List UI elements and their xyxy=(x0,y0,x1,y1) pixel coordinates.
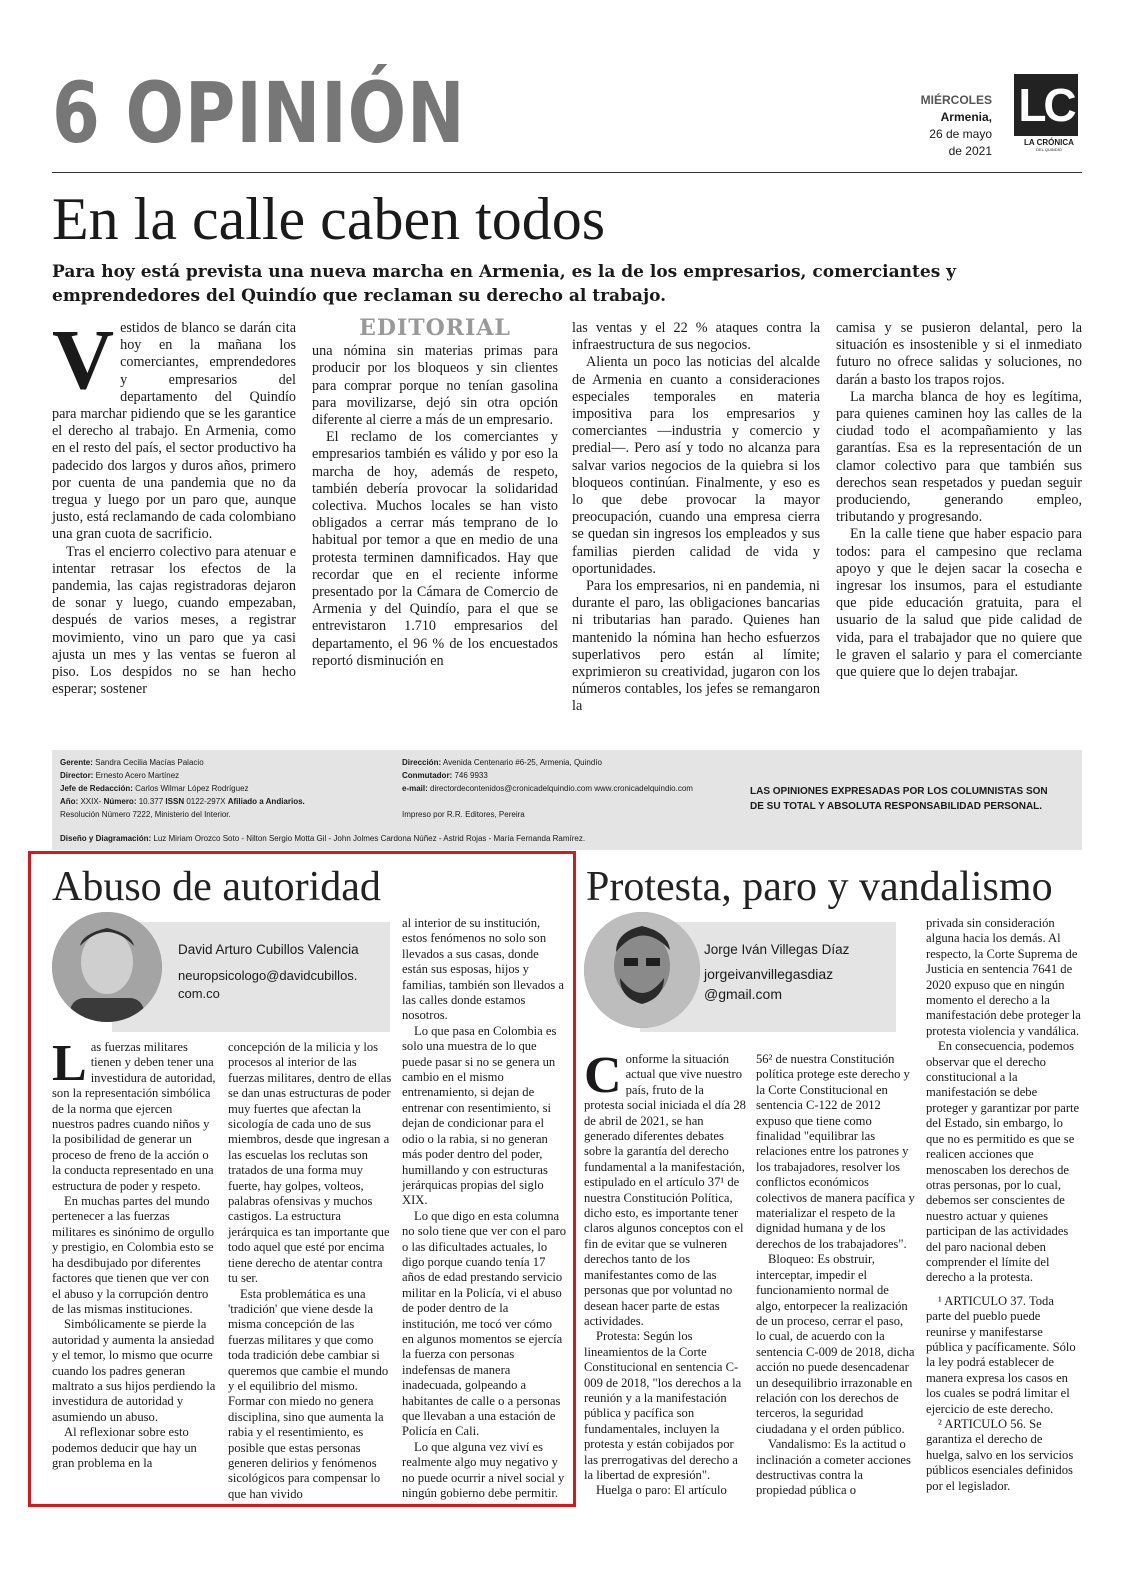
direccion-value: Avenida Centenario #6-25, Armenia, Quindío xyxy=(442,758,602,767)
masthead-staff xyxy=(60,756,390,821)
numero-value: 10.377 xyxy=(138,797,164,806)
editorial-col1-p1-text: estidos de blanco se darán cita hoy en la mañana los comerciantes, emprendedores y empresarios del departamento del Quindío para marchar pidiendo que se les garantice el derecho al trabajo. En Armenia, como en el resto del país, el sector productivo ha padecido dos largos y duros años, primero por cuenta de una pandemia que no da tregua y luego por un paro que, aunque justo, está reclamando de cada colombiano una gran cuota de sacrificio. xyxy=(52,320,296,543)
numero-label: Número: xyxy=(103,797,137,806)
impreso: Impreso por R.R. Editores, Pereira xyxy=(402,810,525,819)
right-c2-p2: Bloqueo: Es obstruir, interceptar, impedir el funcionamiento normal de algo, entorpecer la realización de un proceso, cerrar el paso, lo cual, de acuerdo con la sentencia C-009 de 2018, dicha acción no puede desencadenar un desequilibrio irrazonable en relación con los derechos de terceros, la seguridad ciudadana y el orden público. xyxy=(756,1252,915,1436)
left-c1-p1-text: as fuerzas militares tienen y deben tener una investidura de autoridad, son la representación simbólica de la norma que ejercen nuestros padres cuando niños y la posibilidad de generar un proceso de freno de la acción o la conducta representado en una estructura de poder y respeto. xyxy=(52,1040,216,1193)
editorial-col4-p1: camisa y se pusieron delantal, pero la situación es insostenible y si el inmediato futuro no ofrece salidas y soluciones, no darán a basto los trapos rojos. xyxy=(836,320,1082,388)
right-author-avatar xyxy=(584,912,700,1028)
right-col-1 xyxy=(584,1047,746,1499)
right-c1-p1-text: onforme la situación actual que vive nuestro país, fruto de la protesta social iniciada el día 28 de abril de 2021, se han generado diferentes debates sobre la garantía del derecho fundamental a la manifestación, estipulado en el artículo 37¹ de nuestra Constitución Política, dicho esto, es importante tener claros algunos conceptos con el fin de evitar que se vulneren derechos tanto de los manifestantes como de las personas que por voluntad no desean hacer parte de estas actividades. xyxy=(584,1052,746,1328)
right-c3-p1: privada sin consideración alguna hacia los demás. Al respecto, la Corte Suprema de Justicia en sentencia 7641 de 2020 expuso que en ningún momento el derecho a la manifestación debe proteger la protesta violencia y vandálica. xyxy=(926,916,1081,1038)
right-c2-p3: Vandalismo: Es la actitud o inclinación a cometer acciones destructivas contra la propiedad pública o xyxy=(756,1437,911,1498)
right-column-title: Protesta, paro y vandalismo xyxy=(586,864,1053,910)
right-dropcap: C xyxy=(584,1047,622,1104)
diseno-value: Luz Miriam Orozco Soto - Nilton Sergio Motta Gil - John Jolmes Cardona Núñez - Astrid Rojas - María Fernanda Ramírez. xyxy=(153,834,586,843)
newspaper-logo xyxy=(1014,74,1084,152)
dateline-date-2: de 2021 xyxy=(948,144,992,158)
left-c1-p1 xyxy=(52,1035,216,1194)
right-c2-p1: 56² de nuestra Constitución política protege este derecho y la Corte Constitucional en sentencia C-122 de 2012 expuso que tiene como finalidad "equilibrar las relaciones entre los patrones y los trabajadores, resolver los conflictos económicos colectivos de manera pacífica y materializar el respeto de la dignidad humana y de los derechos de los trabajadores". xyxy=(756,1052,915,1251)
editorial-label: EDITORIAL xyxy=(359,315,511,341)
editorial-col2-p1: una nómina sin materias primas para producir por los bloqueos y sin clientes para comprar porque no tenían gasolina para movilizarse, dejó sin otra opción diferente al cierre a más de un empresario. xyxy=(312,343,558,429)
right-c1-p1 xyxy=(584,1047,746,1329)
right-col-2 xyxy=(756,1052,916,1499)
section-title: 6 OPINIÓN xyxy=(52,64,466,162)
dateline-day: MIÉRCOLES xyxy=(920,93,992,107)
editorial-col2-p2: El reclamo de los comerciantes y empresarios también es válido y por eso la marcha de hoy, además de respeto, también debería provocar la solidaridad colectiva. Muchos locales se han visto obligados a cerrar más temprano de lo habitual por temor a que en medio de una protesta terminen damnificados. Hay que recordar que en el reciente informe presentado por la Cámara de Comercio de Armenia y del Quindío, para el que se entrevistaron 1.710 empresarios del departamento, el 96 % de los encuestados reportó disminución en xyxy=(312,429,558,669)
left-c2-p1: concepción de la milicia y los procesos al interior de las fuerzas militares, dentro de ellas se dan unas estructuras de poder muy fuertes que afectan la sicología de cada uno de sus miembros, desde que ingresan a las escuelas los reclutas son tratados de una forma muy fuerte, hay golpes, volteos, palabras ofensivas y muchos castigos. La estructura jerárquica es tan importante que todo aquel que esté por encima tiene derecho de atentar contra tu ser. xyxy=(228,1040,392,1286)
masthead-contact xyxy=(402,756,762,821)
editorial-deck: Para hoy está prevista una nueva marcha en Armenia, es la de los empresarios, comerciantes y emprendedores del Quindío que reclaman su derecho al trabajo. xyxy=(52,262,957,306)
editorial-col4-p3: En la calle tiene que haber espacio para todos: para el campesino que reclama apoyo y que le dejen sacar la cosecha e ingresar los insumos, para el estudiante que pide educación gratuita, para el usuario de la salud que pide calidad de vida, para el trabajador que no quiere que le graven el salario y para el comerciante que quiere que lo dejen trabajar. xyxy=(836,526,1082,681)
diseno-label: Diseño y Diagramación: xyxy=(60,834,152,843)
editorial-col3-p1: las ventas y el 22 % ataques contra la infraestructura de sus negocios. xyxy=(572,320,820,354)
right-col-3 xyxy=(926,916,1082,1494)
conmutador-value: 746 9933 xyxy=(454,771,488,780)
editorial-dropcap: V xyxy=(52,311,115,407)
right-footnote-2: ² ARTICULO 56. Se garantiza el derecho de huelga, salvo en los servicios públicos esenciales definidos por el legislador. xyxy=(926,1417,1074,1493)
email-label: e-mail: xyxy=(402,784,428,793)
left-c3-p4: Lo que alguna vez viví es realmente algo muy negativo y no puede ocurrir a nivel social y ningún gobierno debe permitir. xyxy=(402,1439,565,1501)
editorial-column-2 xyxy=(312,315,558,670)
logo-name: LA CRÓNICA xyxy=(1024,138,1074,147)
left-c3-p2: Lo que pasa en Colombia es solo una muestra de lo que puede pasar si no se genera un cambio en el mismo entrenamiento, si dejan de entrenar con resentimiento, si dejan de condicionar para el odio o la rabia, si no generan más poder dentro del poder, humillando y con estructuras jerárquicas propias del siglo XIX. xyxy=(402,1023,557,1208)
right-footnote-1: ¹ ARTICULO 37. Toda parte del pueblo puede reunirse y manifestarse pública y pacíficamente. Sólo la ley podrá establecer de manera expresa los casos en los cuales se podrá limitar el ejercicio de este derecho. xyxy=(926,1293,1076,1416)
responsibility-notice: LAS OPINIONES EXPRESADAS POR LOS COLUMNISTAS SON DE SU TOTAL Y ABSOLUTA RESPONSABILIDAD PERSONAL. xyxy=(750,786,1048,812)
issn-value: 0122-297X xyxy=(186,797,226,806)
director-value: Ernesto Acero Martínez xyxy=(95,771,180,780)
logo-sub: DEL QUINDÍO xyxy=(1036,147,1062,152)
left-c3-p3: Lo que digo en esta columna no solo tiene que ver con el paro o las dificultades actuales, lo digo porque cuando tenía 17 años de edad prestando servicio militar en la Policía, vi el abuso de poder dentro de la institución, me tocó ver cómo en algunos momentos se ejercía la fuerza con personas indefensas de manera inadecuada, golpeando a habitantes de calle o a personas que llevaban a una estación de Policía en Cali. xyxy=(402,1208,567,1439)
logo-letters: LC xyxy=(1014,74,1078,136)
left-c1-p2: En muchas partes del mundo pertenecer a las fuerzas militares es sinónimo de orgullo y prestigio, en Colombia esto se ha desdibujado por diferentes factores que tienen que ver con el abuso y la corrupción dentro de las mismas instituciones. xyxy=(52,1194,215,1316)
left-dropcap: L xyxy=(52,1035,87,1092)
right-c1-p2: Protesta: Según los lineamientos de la Corte Constitucional en sentencia C-009 de 2018, "los derechos a la reunión y a la manifestación pública y pacífica son fundamentales, incluyen la protesta y están cobijados por las prerrogativas del derecho a la libertad de expresión". xyxy=(584,1329,742,1482)
left-author: David Arturo Cubillos Valencia xyxy=(178,942,359,957)
editorial-col1-p2: Tras el encierro colectivo para atenuar e intentar retrasar los efectos de la pandemia, las cajas registradoras dejaron de sonar y luego, cuando empezaban, después de varios meses, a registrar movimiento, vino un paro que ya casi ajusta un mes y las ventas se fueron al piso. Los despidos no se han hecho esperar; sostener xyxy=(52,543,296,698)
resolucion: Resolución Número 7222, Ministerio del Interior. xyxy=(60,810,231,819)
jefe-value: Carlos Wilmar López Rodríguez xyxy=(135,784,249,793)
director-label: Director: xyxy=(60,771,94,780)
ano-label: Año: xyxy=(60,797,79,806)
right-author-photo xyxy=(584,912,700,1028)
dateline-city: Armenia, xyxy=(940,110,992,124)
left-col-2 xyxy=(228,1040,392,1502)
editorial-column-4 xyxy=(836,320,1082,681)
editorial-headline: En la calle caben todos xyxy=(52,186,606,252)
jefe-label: Jefe de Redacción: xyxy=(60,784,133,793)
left-c1-p4: Al reflexionar sobre esto podemos deducir que hay un gran problema en la xyxy=(52,1425,197,1470)
right-email-1: jorgeivanvillegasdiaz xyxy=(704,966,834,982)
left-email-1: neuropsicologo@davidcubillos. xyxy=(178,968,358,983)
left-c2-p2: Esta problemática es una 'tradición' que viene desde la misma concepción de las fuerzas militares y que como toda tradición debe cambiar si queremos que cambie el mundo y el equilibrio del mismo. Formar con miedo no genera disciplina, sino que aumenta la rabia y el resentimiento, es posible que estas personas generen delirios y fenómenos sicológicos para compensar lo que han vivido xyxy=(228,1286,389,1501)
editorial-col3-p3: Para los empresarios, ni en pandemia, ni durante el paro, las obligaciones bancarias ni tributarias han parado. Quienes han mantenido la nómina han hecho esfuerzos superlativos pero están al límite; exprimieron su creatividad, jugaron con los números contables, los jefes se remangaron la xyxy=(572,578,820,715)
issn-label: ISSN xyxy=(165,797,185,806)
right-author: Jorge Iván Villegas Díaz xyxy=(704,942,850,957)
afiliado: Afiliado a Andiarios. xyxy=(227,797,305,806)
editorial-column-3 xyxy=(572,320,820,716)
right-email-2: @gmail.com xyxy=(704,986,783,1002)
editorial-col4-p2: La marcha blanca de hoy es legítima, para quienes caminen hoy las calles de la ciudad todo el acompañamiento y las garantías. Esa es la representación de un clamor colectivo para que también sus derechos sean respetados y puedan seguir produciendo, generando empleo, tributando y progresando. xyxy=(836,388,1082,526)
masthead-design xyxy=(60,832,1070,845)
email-value: directordecontenidos@cronicadelquindio.com www.cronicadelquindio.com xyxy=(430,784,693,793)
header-rule xyxy=(52,172,1082,173)
ano-value: XXIX- xyxy=(80,797,102,806)
left-email-2: com.co xyxy=(178,986,220,1001)
direccion-label: Dirección: xyxy=(402,758,442,767)
left-c3-p1: al interior de su institución, estos fenómenos no solo son llevados a sus casas, donde están sus esposas, hijos y familias, también son llevados a las calles donde estamos nosotros. xyxy=(402,916,564,1023)
left-c1-p3: Simbólicamente se pierde la autoridad y aumenta la ansiedad y el temor, lo mismo que ocurre cuando los padres generan maltrato a sus hijos perdiendo la investidura de autoridad y asumiendo un abuso. xyxy=(52,1317,216,1424)
dateline xyxy=(872,92,992,160)
masthead-box xyxy=(52,750,1082,850)
left-author-avatar xyxy=(52,912,162,1022)
gerente-label: Gerente: xyxy=(60,758,93,767)
gerente-value: Sandra Cecilia Macías Palacio xyxy=(95,758,204,767)
editorial-col3-p2: Alienta un poco las noticias del alcalde de Armenia en cuanto a consideraciones especiales temporales en materia impositiva para los empresarios y comerciantes —industria y comercio y predial—. Pero así y todo no alcanza para salvar varios negocios de la quiebra si los bloqueos continúan. Finalmente, y eso es lo que debe provocar la mayor preocupación, cuando una empresa cierra se quedan sin ingresos los empleados y sus familias pierden calidad de vida y oportunidades. xyxy=(572,354,820,577)
right-c3-p2: En consecuencia, podemos observar que el derecho constitucional a la manifestación se debe proteger y garantizar por parte del Estado, sin embargo, lo que no es permitido es que se realicen acciones que menoscaben los derechos de otras personas, por lo cual, debemos ser conscientes de nuestro actuar y quienes participan de las actividades del paro nacional deben comprender el límite del derecho a la protesta. xyxy=(926,1039,1080,1285)
left-column-title: Abuso de autoridad xyxy=(52,864,381,910)
editorial-col1-p1 xyxy=(52,311,296,544)
dateline-date-1: 26 de mayo xyxy=(929,127,992,141)
left-col-1 xyxy=(52,1035,216,1471)
left-col-3 xyxy=(402,916,566,1501)
right-c1-p3: Huelga o paro: El artículo xyxy=(596,1483,727,1498)
left-author-photo xyxy=(52,912,162,1022)
editorial-column-1 xyxy=(52,311,296,698)
conmutador-label: Conmutador: xyxy=(402,771,453,780)
